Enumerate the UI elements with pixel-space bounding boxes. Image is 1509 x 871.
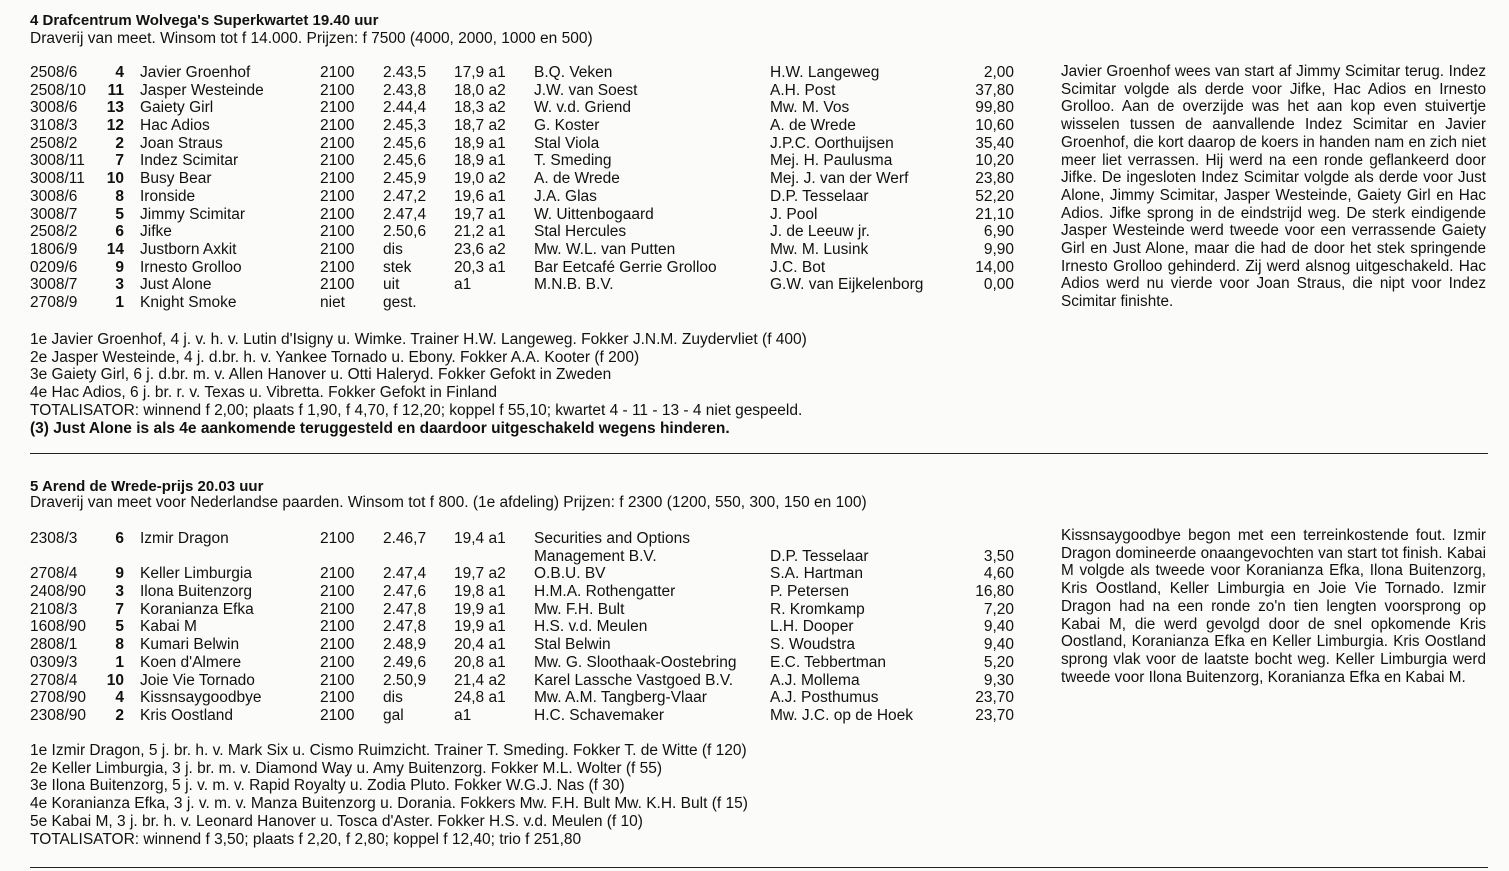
- result-line: 3e Ilona Buitenzorg, 5 j. v. m. v. Rapid Royalty u. Zodia Pluto. Fokker W.G.J. Nas (f 30): [30, 777, 625, 795]
- horse-name: Knight Smoke: [140, 293, 237, 311]
- owner: J.W. van Soest: [534, 81, 638, 99]
- owner: H.M.A. Rothengatter: [534, 583, 676, 601]
- owner: M.N.B. B.V.: [534, 276, 614, 294]
- start-number: 4: [115, 64, 124, 81]
- section-divider: [30, 453, 1488, 454]
- start-date: 2108/3: [30, 600, 78, 618]
- start-date: 2508/2: [30, 134, 78, 152]
- start-number: 2: [115, 706, 124, 724]
- finish-time: 2.47,2: [383, 187, 427, 205]
- distance: 2100: [320, 636, 355, 654]
- table-row: [0, 117, 1040, 135]
- horse-name: Indez Scimitar: [140, 152, 239, 170]
- start-number: 7: [115, 152, 124, 170]
- odds: 21,10: [975, 205, 1014, 223]
- start-number: 10: [106, 170, 124, 188]
- distance: 2100: [320, 706, 355, 724]
- km-time: 19,7 a2: [454, 565, 506, 583]
- owner: W. Uittenbogaard: [534, 205, 654, 223]
- table-row: [0, 188, 1040, 206]
- finish-time: 2.50,9: [383, 671, 427, 689]
- start-number: 11: [107, 81, 124, 99]
- result-line: 5e Kabai M, 3 j. br. h. v. Leonard Hanover u. Tosca d'Aster. Fokker H.S. v.d. Meulen (f 10): [30, 812, 643, 830]
- distance: 2100: [320, 223, 355, 241]
- km-time: 19,4 a1: [454, 530, 506, 547]
- distance: 2100: [320, 117, 355, 135]
- start-date: 0309/3: [30, 653, 78, 671]
- race-title: 5 Arend de Wrede-prijs 20.03 uur: [30, 478, 264, 495]
- odds: 16,80: [975, 583, 1014, 601]
- distance: 2100: [320, 258, 355, 276]
- start-number: 5: [115, 618, 124, 636]
- start-date: 2308/90: [30, 706, 87, 724]
- start-date: 3008/11: [30, 170, 85, 188]
- odds: 35,40: [975, 134, 1014, 152]
- finish-time: 2.47,4: [383, 205, 427, 223]
- owner: Stal Hercules: [534, 223, 627, 241]
- km-time: 19,7 a1: [454, 205, 506, 223]
- odds: 0,00: [983, 276, 1014, 294]
- race-results-table: [0, 64, 1040, 312]
- start-date: 3008/6: [30, 99, 78, 117]
- owner: Stal Belwin: [534, 636, 611, 654]
- owner: Karel Lassche Vastgoed B.V.: [534, 671, 734, 689]
- odds: 23,70: [975, 689, 1014, 707]
- race-finish-summary: [30, 742, 748, 848]
- km-time: 24,8 a1: [454, 689, 506, 707]
- race-conditions: Draverij van meet. Winsom tot f 14.000. Prijzen: f 7500 (4000, 2000, 1000 en 500): [30, 30, 593, 47]
- horse-name: Jimmy Scimitar: [140, 205, 246, 223]
- race-results-table: [0, 530, 1040, 725]
- start-number: 2: [115, 134, 124, 152]
- odds: 23,80: [975, 170, 1014, 188]
- horse-name: Keller Limburgia: [140, 565, 252, 583]
- start-date: 3008/7: [30, 276, 78, 294]
- distance: 2100: [320, 600, 355, 618]
- totalisator-line: TOTALISATOR: winnend f 3,50; plaats f 2,20, f 2,80; koppel f 12,40; trio f 251,80: [30, 830, 582, 848]
- km-time: 19,0 a2: [454, 170, 506, 188]
- horse-name: Kabai M: [140, 618, 197, 636]
- disqualification-note: (3) Just Alone is als 4e aankomende teruggesteld en daardoor uitgeschakeld wegens hinderen.: [30, 419, 730, 437]
- table-row: [0, 565, 1040, 583]
- owner: Securities and Options: [534, 530, 690, 547]
- distance: 2100: [320, 99, 355, 117]
- table-row: [0, 654, 1040, 672]
- start-date: 2808/1: [30, 636, 78, 654]
- finish-time: 2.50,6: [383, 223, 427, 241]
- horse-name: Irnesto Grolloo: [140, 258, 242, 276]
- owner: W. v.d. Griend: [534, 99, 632, 117]
- table-row: [0, 707, 1040, 725]
- odds: 4,60: [983, 565, 1014, 583]
- driver: Mej. H. Paulusma: [770, 152, 893, 170]
- odds: 2,00: [983, 64, 1014, 81]
- odds: 52,20: [975, 187, 1014, 205]
- finish-time: 2.43,5: [383, 64, 427, 81]
- driver: S. Woudstra: [770, 636, 856, 654]
- km-time: 19,9 a1: [454, 600, 506, 618]
- table-row: [0, 530, 1040, 565]
- start-number: 9: [115, 565, 124, 583]
- owner: Stal Viola: [534, 134, 600, 152]
- distance: 2100: [320, 583, 355, 601]
- start-date: 2308/3: [30, 530, 78, 547]
- start-date: 2508/6: [30, 64, 78, 81]
- owner: Mw. A.M. Tangberg-Vlaar: [534, 689, 707, 707]
- owner: Bar Eetcafé Gerrie Grolloo: [534, 258, 717, 276]
- finish-time: 2.49,6: [383, 653, 427, 671]
- distance: 2100: [320, 530, 355, 547]
- finish-time: 2.48,9: [383, 636, 427, 654]
- horse-name: Kissnsaygoodbye: [140, 689, 262, 707]
- driver: H.W. Langeweg: [770, 64, 880, 81]
- start-number: 5: [115, 205, 124, 223]
- driver: S.A. Hartman: [770, 565, 864, 583]
- horse-name: Ironside: [140, 187, 196, 205]
- start-date: 2708/90: [30, 689, 87, 707]
- owner: B.Q. Veken: [534, 64, 613, 81]
- table-row: [0, 672, 1040, 690]
- table-row: [0, 223, 1040, 241]
- owner: Mw. G. Slooth​aak-Oostebring: [534, 653, 737, 671]
- table-row: [0, 241, 1040, 259]
- result-line: 2e Keller Limburgia, 3 j. br. m. v. Diamond Way u. Amy Buitenzorg. Fokker M.L. Wolter (f 55): [30, 759, 662, 777]
- start-date: 2508/2: [30, 223, 78, 241]
- table-row: [0, 601, 1040, 619]
- odds: 9,40: [983, 636, 1014, 654]
- km-time: 18,9 a1: [454, 152, 506, 170]
- km-time: 19,6 a1: [454, 187, 506, 205]
- finish-time: 2.43,8: [383, 81, 427, 99]
- distance: 2100: [320, 240, 355, 258]
- start-number: 12: [106, 117, 124, 135]
- start-date: 3008/11: [30, 152, 85, 170]
- result-line: 4e Koranianza Efka, 3 j. v. m. v. Manza Buitenzorg u. Dorania. Fokkers Mw. F.H. Bult Mw. K.H. Bult (f 15): [30, 795, 748, 813]
- start-date: 0209/6: [30, 258, 78, 276]
- horse-name: Kumari Belwin: [140, 636, 240, 654]
- driver: D.P. Tesselaar: [770, 187, 869, 205]
- horse-name: Izmir Dragon: [140, 530, 229, 547]
- horse-name: Ilona Buitenzorg: [140, 583, 253, 601]
- start-number: 7: [115, 600, 124, 618]
- km-time: 20,3 a1: [454, 258, 506, 276]
- distance: 2100: [320, 618, 355, 636]
- start-number: 6: [115, 223, 124, 241]
- finish-time: 2.45,3: [383, 117, 427, 135]
- driver: R. Kromkamp: [770, 600, 865, 618]
- driver: A.J. Mollema: [770, 671, 860, 689]
- start-date: 2708/4: [30, 565, 78, 583]
- finish-time: 2.47,8: [383, 600, 427, 618]
- odds: 23,70: [975, 706, 1014, 724]
- finish-time: uit: [383, 276, 400, 294]
- owner: T. Smeding: [534, 152, 612, 170]
- km-time: 21,2 a1: [454, 223, 506, 241]
- odds: 10,60: [975, 117, 1014, 135]
- horse-name: Jifke: [140, 223, 172, 241]
- driver: Mw. M. Lusink: [770, 240, 869, 258]
- owner-continued: Management B.V.: [534, 547, 657, 565]
- driver: Mw. J.C. op de Hoek: [770, 706, 914, 724]
- km-time: 21,4 a2: [454, 671, 506, 689]
- distance: 2100: [320, 689, 355, 707]
- table-row: [0, 206, 1040, 224]
- km-time: 23,6 a2: [454, 240, 506, 258]
- start-number: 13: [106, 99, 124, 117]
- distance: 2100: [320, 187, 355, 205]
- table-row: [0, 294, 1040, 312]
- distance: 2100: [320, 565, 355, 583]
- driver: J.C. Bot: [770, 258, 826, 276]
- horse-name: Just Alone: [140, 276, 212, 294]
- odds: 14,00: [975, 258, 1014, 276]
- race-conditions: Draverij van meet voor Nederlandse paarden. Winsom tot f 800. (1e afdeling) Prijzen: f 2300 (1200, 550, 300, 150 en 100): [30, 494, 867, 511]
- finish-time: 2.47,8: [383, 618, 427, 636]
- table-row: [0, 170, 1040, 188]
- finish-time: 2.45,6: [383, 152, 427, 170]
- driver: J.P.C. Oorthuijsen: [770, 134, 894, 152]
- driver: A. de Wrede: [770, 117, 856, 135]
- table-row: [0, 276, 1040, 294]
- odds: 9,90: [983, 240, 1014, 258]
- distance: 2100: [320, 64, 355, 81]
- race-5-section: [0, 460, 1509, 871]
- odds: 5,20: [983, 653, 1014, 671]
- distance: 2100: [320, 671, 355, 689]
- odds: 7,20: [983, 600, 1014, 618]
- driver: G.W. van Eijkelenborg: [770, 276, 924, 294]
- start-number: 9: [115, 258, 124, 276]
- odds: 3,50: [983, 547, 1014, 565]
- start-number: 1: [115, 293, 124, 311]
- table-row: [0, 583, 1040, 601]
- odds: 10,20: [975, 152, 1014, 170]
- finish-time: dis: [383, 689, 403, 707]
- start-date: 3108/3: [30, 117, 78, 135]
- driver: A.J. Posthumus: [770, 689, 879, 707]
- start-date: 2508/10: [30, 81, 87, 99]
- odds: 9,30: [983, 671, 1014, 689]
- horse-name: Koen d'Almere: [140, 653, 242, 671]
- owner: G. Koster: [534, 117, 600, 135]
- start-date: 3008/6: [30, 187, 78, 205]
- distance: niet: [320, 293, 345, 311]
- finish-time: stek: [383, 258, 412, 276]
- race-report: Kissnsaygoodbye begon met een terreinkostende fout. Izmir Dragon domineerde onaangevochten van start tot finish. Kabai M volgde als tweede voor Koranianza Efka, Ilona Buitenzorg, Kris Oostland, Keller Limburgia en Joie Vie Tornado. Izmir Dragon had na een ronde zo'n tien lengten voorsprong op Kabai M, die werd gevolgd door de snel opkomende Kris Oostland, Koranianza Efka en Keller Limburgia. Kris Oostland sprong vlak voor de laatste bocht weg. Keller Limburgia werd tweede voor Ilona Buitenzorg, Koranianza Efka en Kabai M.: [1061, 527, 1486, 686]
- start-date: 3008/7: [30, 205, 78, 223]
- table-row: [0, 689, 1040, 707]
- section-divider: [30, 867, 1488, 868]
- odds: 99,80: [975, 99, 1014, 117]
- driver: P. Petersen: [770, 583, 849, 601]
- start-number: 8: [115, 187, 124, 205]
- km-time: a1: [454, 706, 472, 724]
- driver: Mej. J. van der Werf: [770, 170, 909, 188]
- start-number: 4: [115, 689, 124, 707]
- start-number: 3: [115, 583, 124, 601]
- owner: A. de Wrede: [534, 170, 620, 188]
- finish-time: gal: [383, 706, 404, 724]
- result-line: 2e Jasper Westeinde, 4 j. d.br. h. v. Yankee Tornado u. Ebony. Fokker A.A. Kooter (f 200): [30, 348, 640, 366]
- start-date: 2708/9: [30, 293, 78, 311]
- start-date: 2408/90: [30, 583, 87, 601]
- horse-name: Koranianza Efka: [140, 600, 254, 618]
- distance: 2100: [320, 205, 355, 223]
- owner: H.C. Schavemaker: [534, 706, 665, 724]
- result-line: 1e Izmir Dragon, 5 j. br. h. v. Mark Six u. Cismo Ruimzicht. Trainer T. Smeding. Fokker T. de Witte (f 120): [30, 742, 747, 759]
- finish-time: 2.45,6: [383, 134, 427, 152]
- start-number: 10: [106, 671, 124, 689]
- distance: 2100: [320, 134, 355, 152]
- finish-time: 2.47,4: [383, 565, 427, 583]
- table-row: [0, 636, 1040, 654]
- start-date: 1806/9: [30, 240, 78, 258]
- horse-name: Gaiety Girl: [140, 99, 214, 117]
- odds: 37,80: [975, 81, 1014, 99]
- driver: Mw. M. Vos: [770, 99, 850, 117]
- owner: Mw. W.L. van Putten: [534, 240, 676, 258]
- table-row: [0, 135, 1040, 153]
- start-date: 1608/90: [30, 618, 87, 636]
- finish-time: 2.45,9: [383, 170, 427, 188]
- km-time: 17,9 a1: [454, 64, 506, 81]
- horse-name: Kris Oostland: [140, 706, 234, 724]
- finish-time: dis: [383, 240, 403, 258]
- driver: E.C. Tebbertman: [770, 653, 887, 671]
- distance: 2100: [320, 152, 355, 170]
- odds: 6,90: [983, 223, 1014, 241]
- finish-time: gest.: [383, 293, 417, 311]
- km-time: 18,3 a2: [454, 99, 506, 117]
- odds: 9,40: [983, 618, 1014, 636]
- horse-name: Javier Groenhof: [140, 64, 251, 81]
- km-time: 20,8 a1: [454, 653, 506, 671]
- start-number: 14: [106, 240, 124, 258]
- km-time: 18,7 a2: [454, 117, 506, 135]
- table-row: [0, 82, 1040, 100]
- race-title: 4 Drafcentrum Wolvega's Superkwartet 19.40 uur: [30, 12, 379, 29]
- start-date: 2708/4: [30, 671, 78, 689]
- owner: Mw. F.H. Bult: [534, 600, 625, 618]
- table-row: [0, 99, 1040, 117]
- result-line: 3e Gaiety Girl, 6 j. d.br. m. v. Allen Hanover u. Otti Haleryd. Fokker Gefokt in Zweden: [30, 366, 612, 384]
- km-time: 18,9 a1: [454, 134, 506, 152]
- distance: 2100: [320, 170, 355, 188]
- table-row: [0, 259, 1040, 277]
- distance: 2100: [320, 276, 355, 294]
- horse-name: Justborn Axkit: [140, 240, 237, 258]
- km-time: 19,9 a1: [454, 618, 506, 636]
- horse-name: Hac Adios: [140, 117, 210, 135]
- start-number: 6: [115, 530, 124, 547]
- km-time: 20,4 a1: [454, 636, 506, 654]
- km-time: a1: [454, 276, 472, 294]
- distance: 2100: [320, 653, 355, 671]
- start-number: 1: [115, 653, 124, 671]
- driver: J. de Leeuw jr.: [770, 223, 870, 241]
- start-number: 3: [115, 276, 124, 294]
- horse-name: Joan Straus: [140, 134, 223, 152]
- race-report: Javier Groenhof wees van start af Jimmy Scimitar terug. Indez Scimitar volgde als derde voor Jifke, Hac Adios en Irnesto Grolloo. Aan de overzijde was het aan kop even stuivertje wisselen tussen de aanvallende Indez Scimitar en Javier Groenhof, die kort daarop de koers in handen nam en zich niet meer liet verrassen. Hij werd na een ronde geflankeerd door Jifke. De ingesloten Indez Scimitar volgde als derde voor Just Alone, Jimmy Scimitar, Jasper Westeinde, Gaiety Girl en Hac Adios. Jifke sprong in de eindstrijd weg. De sterk eindigende Jasper Westeinde werd tweede voor een verrassende Gaiety Girl en Just Alone, maar die had de door het stek springende Irnesto Grolloo gehinderd. Zij werd alsnog uitgeschakeld. Hac Adios werd nu vierde voor Joan Straus, die nipt voor Indez Scimitar finishte.: [1061, 63, 1486, 311]
- driver: J. Pool: [770, 205, 818, 223]
- km-time: 18,0 a2: [454, 81, 506, 99]
- owner: H.S. v.d. Meulen: [534, 618, 648, 636]
- finish-time: 2.46,7: [383, 530, 427, 547]
- table-row: [0, 152, 1040, 170]
- totalisator-line: TOTALISATOR: winnend f 2,00; plaats f 1,90, f 4,70, f 12,20; koppel f 55,10; kwartet 4 - 11 - 13 - 4 niet gespeeld.: [30, 401, 803, 419]
- km-time: 19,8 a1: [454, 583, 506, 601]
- driver: A.H. Post: [770, 81, 836, 99]
- driver: D.P. Tesselaar: [770, 547, 869, 565]
- distance: 2100: [320, 81, 355, 99]
- horse-name: Busy Bear: [140, 170, 212, 188]
- driver: L.H. Dooper: [770, 618, 854, 636]
- start-number: 8: [115, 636, 124, 654]
- result-line: 1e Javier Groenhof, 4 j. v. h. v. Lutin d'Isigny u. Wimke. Trainer H.W. Langeweg. Fokker J.N.M. Zuydervliet (f 400): [30, 331, 807, 348]
- finish-time: 2.44,4: [383, 99, 427, 117]
- horse-name: Joie Vie Tornado: [140, 671, 255, 689]
- owner: J.A. Glas: [534, 187, 597, 205]
- table-row: [0, 64, 1040, 82]
- horse-name: Jasper Westeinde: [140, 81, 264, 99]
- finish-time: 2.47,6: [383, 583, 427, 601]
- owner: O.B.U. BV: [534, 565, 606, 583]
- race-finish-summary: [30, 331, 807, 437]
- table-row: [0, 618, 1040, 636]
- result-line: 4e Hac Adios, 6 j. br. r. v. Texas u. Vibretta. Fokker Gefokt in Finland: [30, 384, 497, 402]
